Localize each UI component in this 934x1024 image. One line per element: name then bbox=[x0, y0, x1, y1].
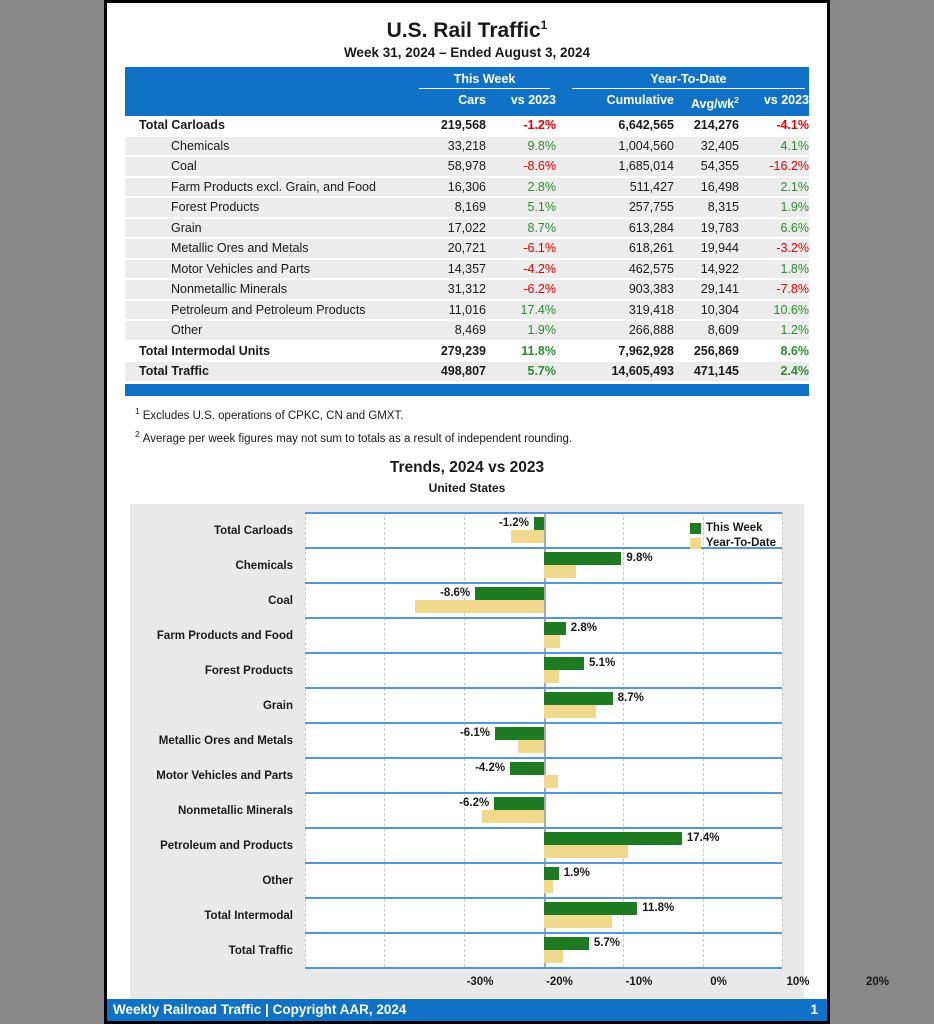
column-header-cars: Cars bbox=[458, 93, 486, 107]
cell-ytd-vs-2023: 1.9% bbox=[780, 200, 809, 215]
rail-traffic-table bbox=[125, 67, 809, 383]
chart-category-label: Coal bbox=[268, 594, 293, 607]
bar-value-label: 9.8% bbox=[626, 552, 653, 565]
table-column-header-row bbox=[125, 91, 809, 113]
cell-ytd-vs-2023: 10.6% bbox=[773, 302, 809, 317]
chart-row bbox=[156, 617, 782, 652]
chart-legend bbox=[690, 522, 776, 552]
cell-ytd-vs-2023: 6.6% bbox=[780, 220, 809, 235]
bar-year-to-date bbox=[544, 845, 628, 858]
footnote-1-text: Excludes U.S. operations of CPKC, CN and GMXT. bbox=[142, 409, 404, 422]
column-header-cars-vs-2023: vs 2023 bbox=[510, 93, 556, 107]
chart-row bbox=[156, 757, 782, 792]
bar-value-label: -4.2% bbox=[475, 762, 506, 775]
chart-category-label: Nonmetallic Minerals bbox=[177, 804, 293, 817]
column-header-ytd-vs-2023: vs 2023 bbox=[763, 93, 809, 107]
cell-ytd-cumulative: 266,888 bbox=[628, 323, 674, 338]
chart-row bbox=[268, 582, 782, 617]
bar-this-week bbox=[544, 937, 589, 950]
bar-year-to-date bbox=[544, 950, 563, 963]
cell-ytd-vs-2023: -16.2% bbox=[769, 159, 809, 174]
table-row bbox=[125, 321, 809, 342]
cell-ytd-avg-wk: 32,405 bbox=[700, 138, 739, 153]
cell-ytd-cumulative: 257,755 bbox=[628, 200, 674, 215]
chart-category-label: Forest Products bbox=[204, 664, 293, 677]
table-row bbox=[125, 260, 809, 281]
cell-commodity: Forest Products bbox=[171, 200, 260, 215]
chart-row bbox=[160, 827, 782, 862]
cell-ytd-cumulative: 7,962,928 bbox=[618, 343, 674, 358]
bar-value-label: 8.7% bbox=[617, 692, 644, 705]
cell-cars-vs-2023: 5.1% bbox=[527, 200, 556, 215]
table-row bbox=[125, 116, 809, 137]
bar-value-label: 5.1% bbox=[589, 657, 616, 670]
chart-row bbox=[228, 932, 782, 967]
table-row bbox=[125, 198, 809, 219]
cell-cars: 33,218 bbox=[447, 138, 486, 153]
x-axis bbox=[466, 969, 934, 993]
column-header-avg-wk bbox=[680, 91, 745, 113]
bar-year-to-date bbox=[511, 530, 544, 543]
cell-ytd-avg-wk: 29,141 bbox=[700, 282, 739, 297]
table-header bbox=[125, 67, 809, 116]
bar-this-week bbox=[544, 692, 613, 705]
table-row bbox=[125, 157, 809, 178]
cell-cars: 498,807 bbox=[440, 364, 486, 379]
cell-ytd-avg-wk: 19,783 bbox=[700, 220, 739, 235]
table-row bbox=[125, 280, 809, 301]
cell-ytd-cumulative: 618,261 bbox=[628, 241, 674, 256]
cell-commodity: Motor Vehicles and Parts bbox=[171, 261, 310, 276]
table-row bbox=[125, 301, 809, 322]
bar-year-to-date bbox=[518, 740, 543, 753]
table-body bbox=[125, 116, 809, 383]
page-subtitle: Week 31, 2024 – Ended August 3, 2024 bbox=[343, 45, 591, 60]
cell-ytd-avg-wk: 10,304 bbox=[700, 302, 739, 317]
chart-row bbox=[262, 687, 782, 722]
cell-cars: 17,022 bbox=[447, 220, 486, 235]
table-row bbox=[125, 362, 809, 383]
cell-cars-vs-2023: -8.6% bbox=[523, 159, 556, 174]
bar-year-to-date bbox=[544, 670, 559, 683]
gridline bbox=[782, 512, 783, 967]
table-row bbox=[125, 342, 809, 363]
chart-category-label: Total Traffic bbox=[228, 944, 293, 957]
footnote-2-marker: 2 bbox=[135, 429, 140, 440]
cell-commodity: Chemicals bbox=[171, 138, 230, 153]
table-bottom-bar bbox=[125, 384, 809, 396]
legend-item-year-to-date bbox=[690, 537, 776, 549]
bar-this-week bbox=[544, 832, 682, 845]
cell-ytd-avg-wk: 214,276 bbox=[693, 118, 739, 133]
cell-ytd-vs-2023: 4.1% bbox=[780, 138, 809, 153]
footnote-2 bbox=[135, 425, 827, 449]
cell-ytd-cumulative: 14,605,493 bbox=[611, 364, 674, 379]
bar-this-week bbox=[475, 587, 543, 600]
footnote-1 bbox=[135, 402, 827, 426]
cell-cars-vs-2023: -6.2% bbox=[523, 282, 556, 297]
cell-commodity: Total Traffic bbox=[139, 364, 209, 379]
bar-this-week bbox=[544, 867, 559, 880]
bar-value-label: 17.4% bbox=[686, 832, 720, 845]
chart-row bbox=[158, 722, 782, 757]
bar-value-label: 11.8% bbox=[642, 902, 675, 915]
cell-cars-vs-2023: 9.8% bbox=[527, 138, 556, 153]
x-axis-tick: -10% bbox=[625, 976, 653, 989]
bar-year-to-date bbox=[544, 705, 596, 718]
cell-ytd-cumulative: 319,418 bbox=[628, 302, 674, 317]
legend-swatch-this-week bbox=[690, 523, 701, 534]
chart-category-label: Farm Products and Food bbox=[156, 629, 293, 642]
chart-category-label: Total Intermodal bbox=[204, 909, 293, 922]
x-axis-tick: -30% bbox=[466, 976, 494, 989]
avg-wk-label: Avg/wk bbox=[690, 97, 735, 112]
avg-wk-footnote-marker: 2 bbox=[734, 95, 739, 105]
table-row bbox=[125, 219, 809, 240]
cell-cars: 279,239 bbox=[440, 343, 486, 358]
plot-area bbox=[156, 512, 782, 969]
cell-cars-vs-2023: 17.4% bbox=[520, 302, 556, 317]
cell-cars: 8,469 bbox=[454, 323, 486, 338]
bar-year-to-date bbox=[544, 775, 558, 788]
bar-value-label: -6.2% bbox=[459, 797, 490, 810]
bar-year-to-date bbox=[415, 600, 544, 613]
page-footer bbox=[107, 999, 827, 1021]
chart-category-label: Motor Vehicles and Parts bbox=[156, 769, 293, 782]
chart-category-label: Other bbox=[262, 874, 293, 887]
cell-ytd-vs-2023: 2.4% bbox=[780, 364, 809, 379]
bar-year-to-date bbox=[544, 915, 612, 928]
bar-this-week bbox=[544, 622, 566, 635]
cell-ytd-cumulative: 1,004,560 bbox=[618, 138, 674, 153]
table-group-header-row bbox=[125, 72, 809, 89]
cell-ytd-vs-2023: -7.8% bbox=[776, 282, 809, 297]
bar-this-week bbox=[544, 657, 585, 670]
footnote-1-marker: 1 bbox=[135, 405, 140, 416]
cell-cars: 11,016 bbox=[448, 302, 486, 317]
cell-ytd-avg-wk: 256,869 bbox=[693, 343, 739, 358]
footer-page-number: 1 bbox=[810, 1002, 818, 1017]
footnotes bbox=[135, 402, 827, 450]
chart-row bbox=[235, 547, 782, 582]
bar-value-label: -1.2% bbox=[498, 517, 529, 530]
cell-commodity: Farm Products excl. Grain, and Food bbox=[171, 179, 376, 194]
chart-row bbox=[204, 652, 782, 687]
bar-this-week bbox=[544, 902, 638, 915]
footer-text: Weekly Railroad Traffic | Copyright AAR, 2024 bbox=[113, 1002, 407, 1017]
bar-value-label: 2.8% bbox=[570, 622, 597, 635]
legend-swatch-year-to-date bbox=[690, 538, 701, 549]
cell-cars-vs-2023: -4.2% bbox=[523, 261, 556, 276]
bar-year-to-date bbox=[482, 810, 544, 823]
header-spacer bbox=[125, 91, 407, 113]
bar-value-label: 5.7% bbox=[593, 937, 621, 950]
cell-cars-vs-2023: 5.7% bbox=[527, 364, 556, 379]
table-row bbox=[125, 239, 809, 260]
bar-this-week bbox=[534, 517, 544, 530]
column-header-cumulative: Cumulative bbox=[606, 93, 674, 107]
cell-cars-vs-2023: 11.8% bbox=[521, 343, 556, 358]
chart-title: Trends, 2024 vs 2023 bbox=[389, 459, 545, 477]
x-axis-tick: 20% bbox=[865, 976, 890, 989]
plot-wrap bbox=[156, 512, 890, 993]
cell-ytd-vs-2023: 1.2% bbox=[780, 323, 809, 338]
cell-ytd-avg-wk: 471,145 bbox=[693, 364, 739, 379]
cell-ytd-avg-wk: 16,498 bbox=[700, 179, 739, 194]
bar-value-label: -8.6% bbox=[440, 587, 471, 600]
cell-commodity: Other bbox=[171, 323, 203, 338]
bar-this-week bbox=[495, 727, 543, 740]
cell-cars-vs-2023: 1.9% bbox=[527, 323, 556, 338]
cell-ytd-cumulative: 613,284 bbox=[628, 220, 674, 235]
cell-cars: 31,312 bbox=[447, 282, 486, 297]
chart-row bbox=[177, 792, 782, 827]
chart-subtitle: United States bbox=[428, 481, 506, 496]
group-header-year-to-date: Year-To-Date bbox=[572, 72, 805, 89]
cell-ytd-cumulative: 903,383 bbox=[628, 282, 674, 297]
chart-category-label: Total Carloads bbox=[213, 524, 293, 537]
cell-cars-vs-2023: -6.1% bbox=[523, 241, 556, 256]
cell-ytd-avg-wk: 19,944 bbox=[700, 241, 739, 256]
chart-titles bbox=[107, 459, 827, 495]
bar-this-week bbox=[510, 762, 543, 775]
bar-this-week bbox=[494, 797, 543, 810]
cell-cars-vs-2023: -1.2% bbox=[523, 118, 556, 133]
chart-category-label: Chemicals bbox=[235, 559, 293, 572]
trends-bar-chart bbox=[130, 504, 890, 998]
table-row bbox=[125, 178, 809, 199]
cell-ytd-avg-wk: 14,922 bbox=[700, 261, 739, 276]
cell-commodity: Metallic Ores and Metals bbox=[171, 241, 309, 256]
cell-ytd-cumulative: 462,575 bbox=[628, 261, 674, 276]
cell-ytd-vs-2023: -4.1% bbox=[776, 118, 809, 133]
cell-cars: 58,978 bbox=[447, 159, 486, 174]
cell-commodity: Nonmetallic Minerals bbox=[171, 282, 288, 297]
cell-ytd-avg-wk: 8,315 bbox=[707, 200, 739, 215]
page-title-text: U.S. Rail Traffic bbox=[386, 19, 541, 42]
cell-cars: 20,721 bbox=[447, 241, 486, 256]
cell-ytd-vs-2023: 8.6% bbox=[780, 343, 809, 358]
cell-cars: 16,306 bbox=[447, 179, 486, 194]
cell-cars: 14,357 bbox=[447, 261, 486, 276]
group-header-this-week: This Week bbox=[419, 72, 550, 89]
cell-cars-vs-2023: 2.8% bbox=[527, 179, 556, 194]
bar-this-week bbox=[544, 552, 622, 565]
cell-commodity: Coal bbox=[171, 159, 197, 174]
cell-cars: 8,169 bbox=[454, 200, 486, 215]
bar-year-to-date bbox=[544, 565, 577, 578]
chart-category-label: Grain bbox=[262, 699, 293, 712]
bar-value-label: -6.1% bbox=[459, 727, 491, 740]
legend-item-this-week bbox=[690, 522, 776, 534]
document-header bbox=[107, 3, 827, 60]
chart-category-label: Metallic Ores and Metals bbox=[158, 734, 293, 747]
bar-year-to-date bbox=[544, 880, 554, 893]
x-axis-tick: -20% bbox=[546, 976, 573, 989]
x-axis-tick: 10% bbox=[786, 976, 810, 989]
page-title-footnote-marker: 1 bbox=[540, 18, 548, 32]
footnote-2-text: Average per week figures may not sum to totals as a result of independent rounding. bbox=[142, 433, 573, 446]
legend-label-year-to-date: Year-To-Date bbox=[705, 537, 776, 550]
cell-ytd-vs-2023: 2.1% bbox=[780, 179, 809, 194]
cell-commodity: Petroleum and Petroleum Products bbox=[171, 302, 366, 317]
cell-cars: 219,568 bbox=[440, 118, 486, 133]
cell-cars-vs-2023: 8.7% bbox=[527, 220, 556, 235]
bar-value-label: 1.9% bbox=[563, 867, 590, 880]
cell-ytd-cumulative: 6,642,565 bbox=[618, 118, 674, 133]
cell-ytd-vs-2023: 1.8% bbox=[780, 261, 809, 276]
chart-category-label: Petroleum and Products bbox=[160, 839, 293, 852]
report-page bbox=[104, 0, 890, 1024]
cell-ytd-avg-wk: 8,609 bbox=[707, 323, 739, 338]
cell-ytd-cumulative: 511,427 bbox=[629, 179, 674, 194]
cell-commodity: Total Carloads bbox=[139, 118, 225, 133]
cell-ytd-avg-wk: 54,355 bbox=[700, 159, 739, 174]
page-title bbox=[107, 13, 827, 43]
bar-year-to-date bbox=[544, 635, 561, 648]
cell-ytd-vs-2023: -3.2% bbox=[776, 241, 809, 256]
x-axis-tick: 0% bbox=[710, 976, 727, 989]
cell-commodity: Grain bbox=[171, 220, 202, 235]
table-row bbox=[125, 137, 809, 158]
cell-ytd-cumulative: 1,685,014 bbox=[618, 159, 674, 174]
cell-commodity: Total Intermodal Units bbox=[139, 343, 271, 358]
legend-label-this-week: This Week bbox=[705, 522, 763, 535]
chart-row bbox=[262, 862, 782, 897]
chart-row bbox=[204, 897, 782, 932]
